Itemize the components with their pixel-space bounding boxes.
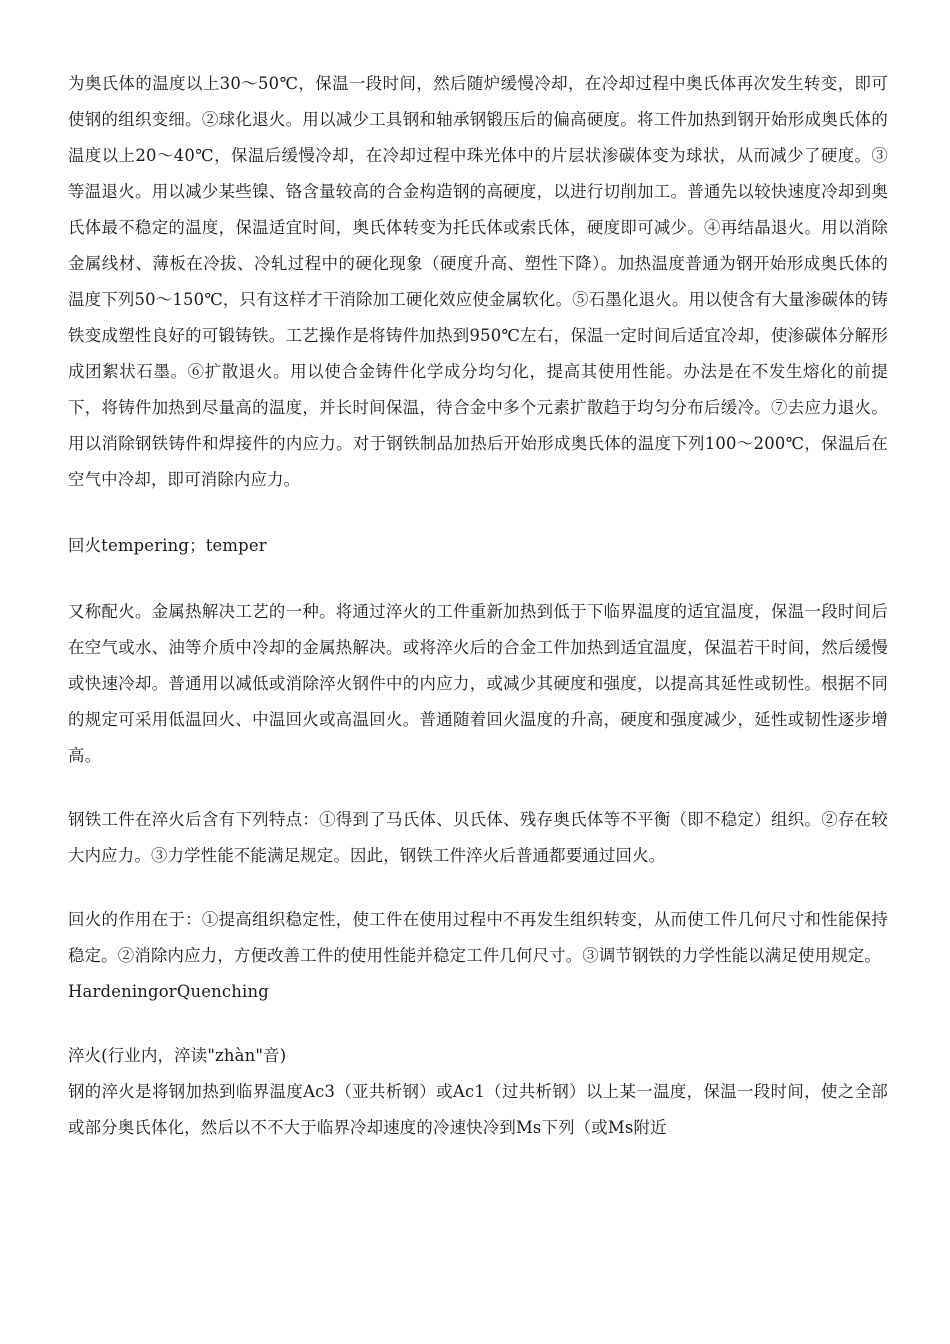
quenched-steel-features-paragraph: 钢铁工件在淬火后含有下列特点：①得到了马氏体、贝氏体、残存奥氏体等不平衡（即不稳定）组织。②存在较大内应力。③力学性能不能满足规定。因此，钢铁工件淬火后普通都要通过回火。	[68, 810, 888, 865]
document-page	[68, 66, 888, 1146]
tempering-purpose-paragraph: 回火的作用在于：①提高组织稳定性，使工件在使用过程中不再发生组织转变，从而使工件几何尺寸和性能保持稳定。②消除内应力，方便改善工件的使用性能并稳定工件几何尺寸。③调节钢铁的力学性能以满足使用规定。	[68, 910, 888, 965]
hardening-heading: HardeningorQuenching	[68, 982, 269, 1001]
tempering-definition-paragraph: 又称配火。金属热解决工艺的一种。将通过淬火的工件重新加热到低于下临界温度的适宜温度，保温一段时间后在空气或水、油等介质中冷却的金属热解决。或将淬火后的合金工件加热到适宜温度，保温若干时间，然后缓慢或快速冷却。普通用以减低或消除淬火钢件中的内应力，或减少其硬度和强度，以提高其延性或韧性。根据不同的规定可采用低温回火、中温回火或高温回火。普通随着回火温度的升高，硬度和强度减少，延性或韧性逐步增高。	[68, 602, 888, 765]
quenching-heading: 淬火(行业内，淬读"zhàn"音)	[68, 1046, 287, 1065]
annealing-types-paragraph: 为奥氏体的温度以上30～50℃，保温一段时间，然后随炉缓慢冷却，在冷却过程中奥氏体再次发生转变，即可使钢的组织变细。②球化退火。用以减少工具钢和轴承钢锻压后的偏高硬度。将工件加热到钢开始形成奥氏体的温度以上20～40℃，保温后缓慢冷却，在冷却过程中珠光体中的片层状渗碳体变为球状，从而减少了硬度。③等温退火。用以减少某些镍、铬含量较高的合金构造钢的高硬度，以进行切削加工。普通先以较快速度冷却到奥氏体最不稳定的温度，保温适宜时间，奥氏体转变为托氏体或索氏体，硬度即可减少。④再结晶退火。用以消除金属线材、薄板在冷拔、冷轧过程中的硬化现象（硬度升高、塑性下降）。加热温度普通为钢开始形成奥氏体的温度下列50～150℃，只有这样才干消除加工硬化效应使金属软化。⑤石墨化退火。用以使含有大量渗碳体的铸铁变成塑性良好的可锻铸铁。工艺操作是将铸件加热到950℃左右，保温一定时间后适宜冷却，使渗碳体分解形成团絮状石墨。⑥扩散退火。用以使合金铸件化学成分均匀化，提高其使用性能。办法是在不发生熔化的前提下，将铸件加热到尽量高的温度，并长时间保温，待合金中多个元素扩散趋于均匀分布后缓冷。⑦去应力退火。用以消除钢铁铸件和焊接件的内应力。对于钢铁制品加热后开始形成奥氏体的温度下列100～200℃，保温后在空气中冷却，即可消除内应力。	[68, 74, 888, 489]
tempering-heading: 回火tempering；temper	[68, 536, 267, 555]
quenching-definition-paragraph: 钢的淬火是将钢加热到临界温度Ac3（亚共析钢）或Ac1（过共析钢）以上某一温度，保温一段时间，使之全部或部分奥氏体化，然后以不不大于临界冷却速度的冷速快冷到Ms下列（或Ms附近	[68, 1082, 888, 1137]
